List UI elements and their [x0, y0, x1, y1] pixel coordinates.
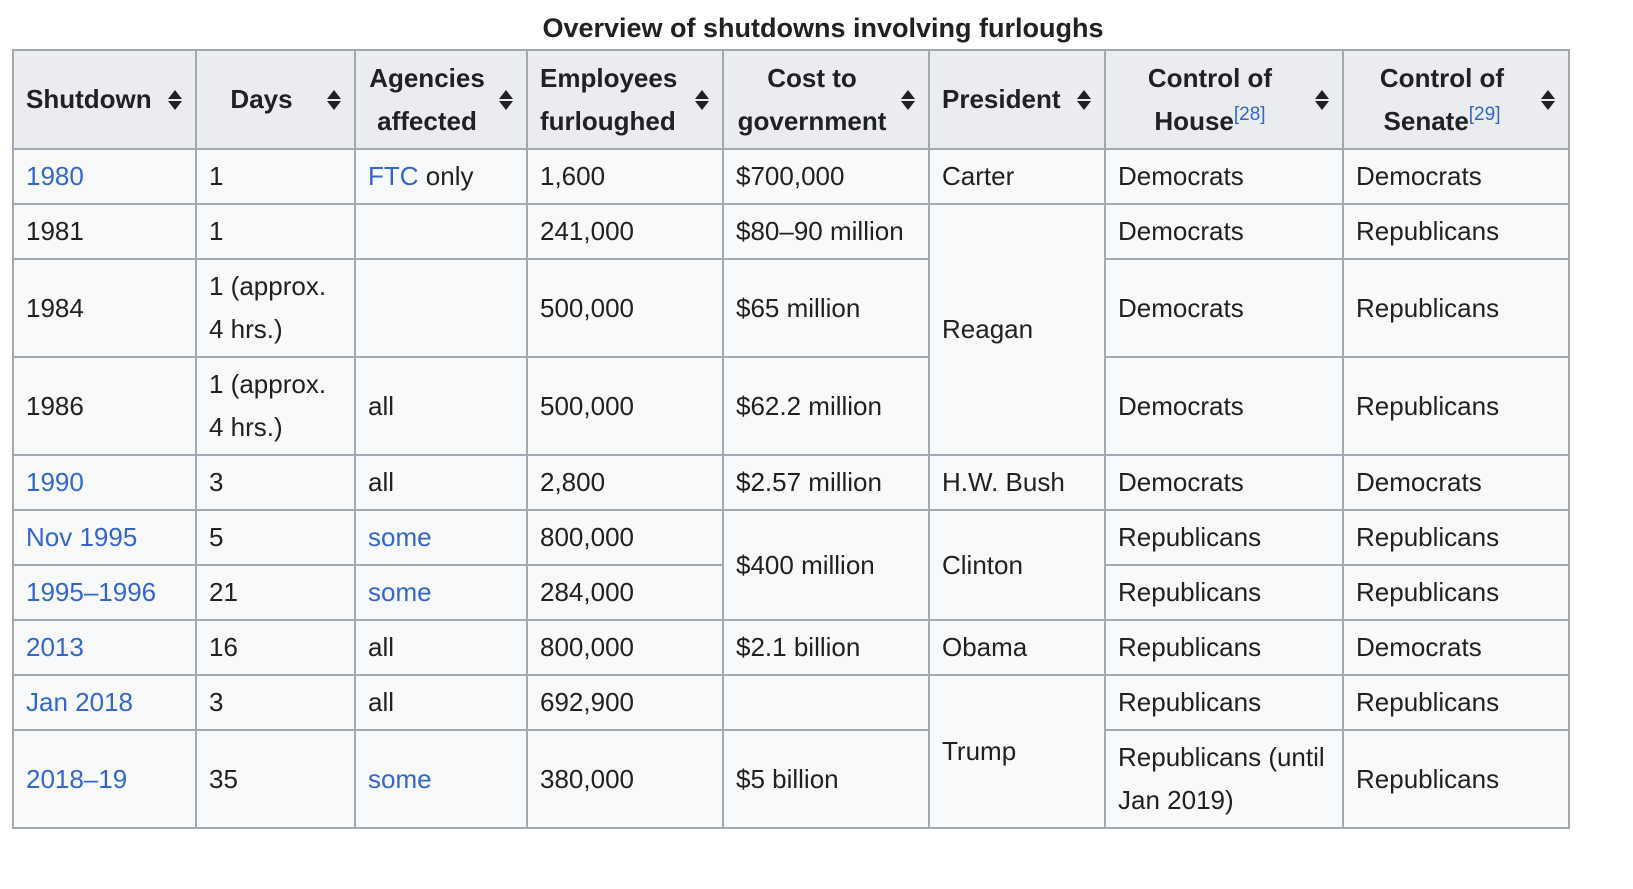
shutdown-cell: 1986: [13, 357, 196, 455]
table-row: [13, 455, 1569, 510]
shutdown-cell: 1984: [13, 259, 196, 357]
president-cell: H.W. Bush: [929, 455, 1105, 510]
reference-link[interactable]: [29]: [1468, 103, 1501, 125]
cost-cell: $62.2 million: [723, 357, 929, 455]
agencies-link[interactable]: some: [368, 763, 432, 794]
president-cell: Trump: [929, 675, 1105, 828]
sort-icon[interactable]: [326, 88, 342, 112]
senate-cell: Republicans: [1343, 259, 1569, 357]
president-cell: Reagan: [929, 204, 1105, 455]
sort-icon[interactable]: [498, 88, 514, 112]
shutdowns-table: [12, 49, 1570, 829]
cost-cell: [723, 675, 929, 730]
agencies-column-header[interactable]: Agencies affected: [355, 50, 527, 149]
shutdown-link[interactable]: Jan 2018: [26, 687, 133, 717]
house-column-header[interactable]: Control of House[28]: [1105, 50, 1343, 149]
days-cell: 16: [196, 620, 355, 675]
senate-cell: Democrats: [1343, 455, 1569, 510]
table-row: [13, 357, 1569, 455]
table-row: [13, 259, 1569, 357]
days-column-header[interactable]: Days: [196, 50, 355, 149]
cost-cell: $2.1 billion: [723, 620, 929, 675]
cost-cell: $700,000: [723, 149, 929, 204]
agencies-cell: [355, 259, 527, 357]
house-cell: Republicans: [1105, 675, 1343, 730]
cost-cell: $65 million: [723, 259, 929, 357]
senate-column-header[interactable]: Control of Senate[29]: [1343, 50, 1569, 149]
senate-cell: Democrats: [1343, 149, 1569, 204]
days-cell: 3: [196, 675, 355, 730]
agencies-cell: [355, 565, 527, 620]
senate-cell: Democrats: [1343, 620, 1569, 675]
shutdown-cell: [13, 620, 196, 675]
agencies-cell: all: [355, 455, 527, 510]
president-column-header[interactable]: President: [929, 50, 1105, 149]
house-cell: Republicans: [1105, 510, 1343, 565]
employees-cell: 2,800: [527, 455, 723, 510]
cost-column-header[interactable]: Cost to government: [723, 50, 929, 149]
employees-cell: 692,900: [527, 675, 723, 730]
table-row: [13, 204, 1569, 259]
agencies-cell: [355, 510, 527, 565]
cost-cell: $2.57 million: [723, 455, 929, 510]
reference-link[interactable]: [28]: [1233, 103, 1266, 125]
agency-link[interactable]: FTC: [368, 161, 419, 191]
cost-cell: $5 billion: [723, 730, 929, 828]
table-row: [13, 620, 1569, 675]
agencies-cell: FTC only: [355, 149, 527, 204]
sort-icon[interactable]: [1540, 88, 1556, 112]
shutdown-cell: [13, 455, 196, 510]
agencies-cell: all: [355, 675, 527, 730]
employees-cell: 500,000: [527, 357, 723, 455]
shutdown-link[interactable]: 1990: [26, 467, 84, 497]
days-cell: 1: [196, 149, 355, 204]
senate-cell: Republicans: [1343, 204, 1569, 259]
days-cell: 35: [196, 730, 355, 828]
cost-cell: $80–90 million: [723, 204, 929, 259]
president-cell: Clinton: [929, 510, 1105, 620]
agencies-cell: [355, 730, 527, 828]
house-cell: Democrats: [1105, 149, 1343, 204]
table-row: [13, 730, 1569, 828]
house-cell: Democrats: [1105, 259, 1343, 357]
house-cell: Democrats: [1105, 455, 1343, 510]
shutdown-link[interactable]: 2018–19: [26, 763, 128, 794]
sort-icon[interactable]: [1076, 88, 1092, 112]
house-cell: Republicans (until Jan 2019): [1105, 730, 1343, 828]
house-cell: Democrats: [1105, 357, 1343, 455]
agencies-link[interactable]: some: [368, 577, 432, 607]
employees-cell: 1,600: [527, 149, 723, 204]
shutdown-cell: 1981: [13, 204, 196, 259]
shutdown-link[interactable]: Nov 1995: [26, 522, 138, 552]
days-cell: 1 (approx. 4 hrs.): [196, 259, 355, 357]
agencies-link[interactable]: some: [368, 522, 432, 552]
employees-cell: 800,000: [527, 620, 723, 675]
shutdown-link[interactable]: 1995–1996: [26, 577, 157, 607]
days-cell: 1: [196, 204, 355, 259]
sort-icon[interactable]: [900, 88, 916, 112]
table-row: [13, 149, 1569, 204]
house-cell: Democrats: [1105, 204, 1343, 259]
sort-icon[interactable]: [167, 88, 183, 112]
employees-cell: 284,000: [527, 565, 723, 620]
senate-cell: Republicans: [1343, 675, 1569, 730]
shutdown-link[interactable]: 1980: [26, 161, 84, 191]
cost-cell: $400 million: [723, 510, 929, 620]
shutdown-column-header[interactable]: Shutdown: [13, 50, 196, 149]
days-cell: 5: [196, 510, 355, 565]
agencies-cell: [355, 204, 527, 259]
senate-cell: Republicans: [1343, 510, 1569, 565]
agencies-cell: all: [355, 357, 527, 455]
sort-icon[interactable]: [1314, 88, 1330, 112]
table-row: [13, 675, 1569, 730]
sort-icon[interactable]: [694, 88, 710, 112]
header-row: [13, 50, 1569, 149]
shutdown-cell: [13, 149, 196, 204]
senate-cell: Republicans: [1343, 565, 1569, 620]
table-row: [13, 510, 1569, 565]
employees-cell: 500,000: [527, 259, 723, 357]
days-cell: 21: [196, 565, 355, 620]
shutdown-cell: [13, 675, 196, 730]
president-cell: Obama: [929, 620, 1105, 675]
table-caption: Overview of shutdowns involving furloughs: [542, 13, 1104, 43]
shutdown-cell: [13, 730, 196, 828]
house-cell: Republicans: [1105, 565, 1343, 620]
days-cell: 1 (approx. 4 hrs.): [196, 357, 355, 455]
president-cell: Carter: [929, 149, 1105, 204]
senate-cell: Republicans: [1343, 730, 1569, 828]
agencies-cell: all: [355, 620, 527, 675]
employees-cell: 380,000: [527, 730, 723, 828]
shutdown-link[interactable]: 2013: [26, 632, 84, 662]
shutdown-cell: [13, 565, 196, 620]
employees-column-header[interactable]: Employees furloughed: [527, 50, 723, 149]
senate-cell: Republicans: [1343, 357, 1569, 455]
shutdown-cell: [13, 510, 196, 565]
employees-cell: 800,000: [527, 510, 723, 565]
days-cell: 3: [196, 455, 355, 510]
employees-cell: 241,000: [527, 204, 723, 259]
house-cell: Republicans: [1105, 620, 1343, 675]
